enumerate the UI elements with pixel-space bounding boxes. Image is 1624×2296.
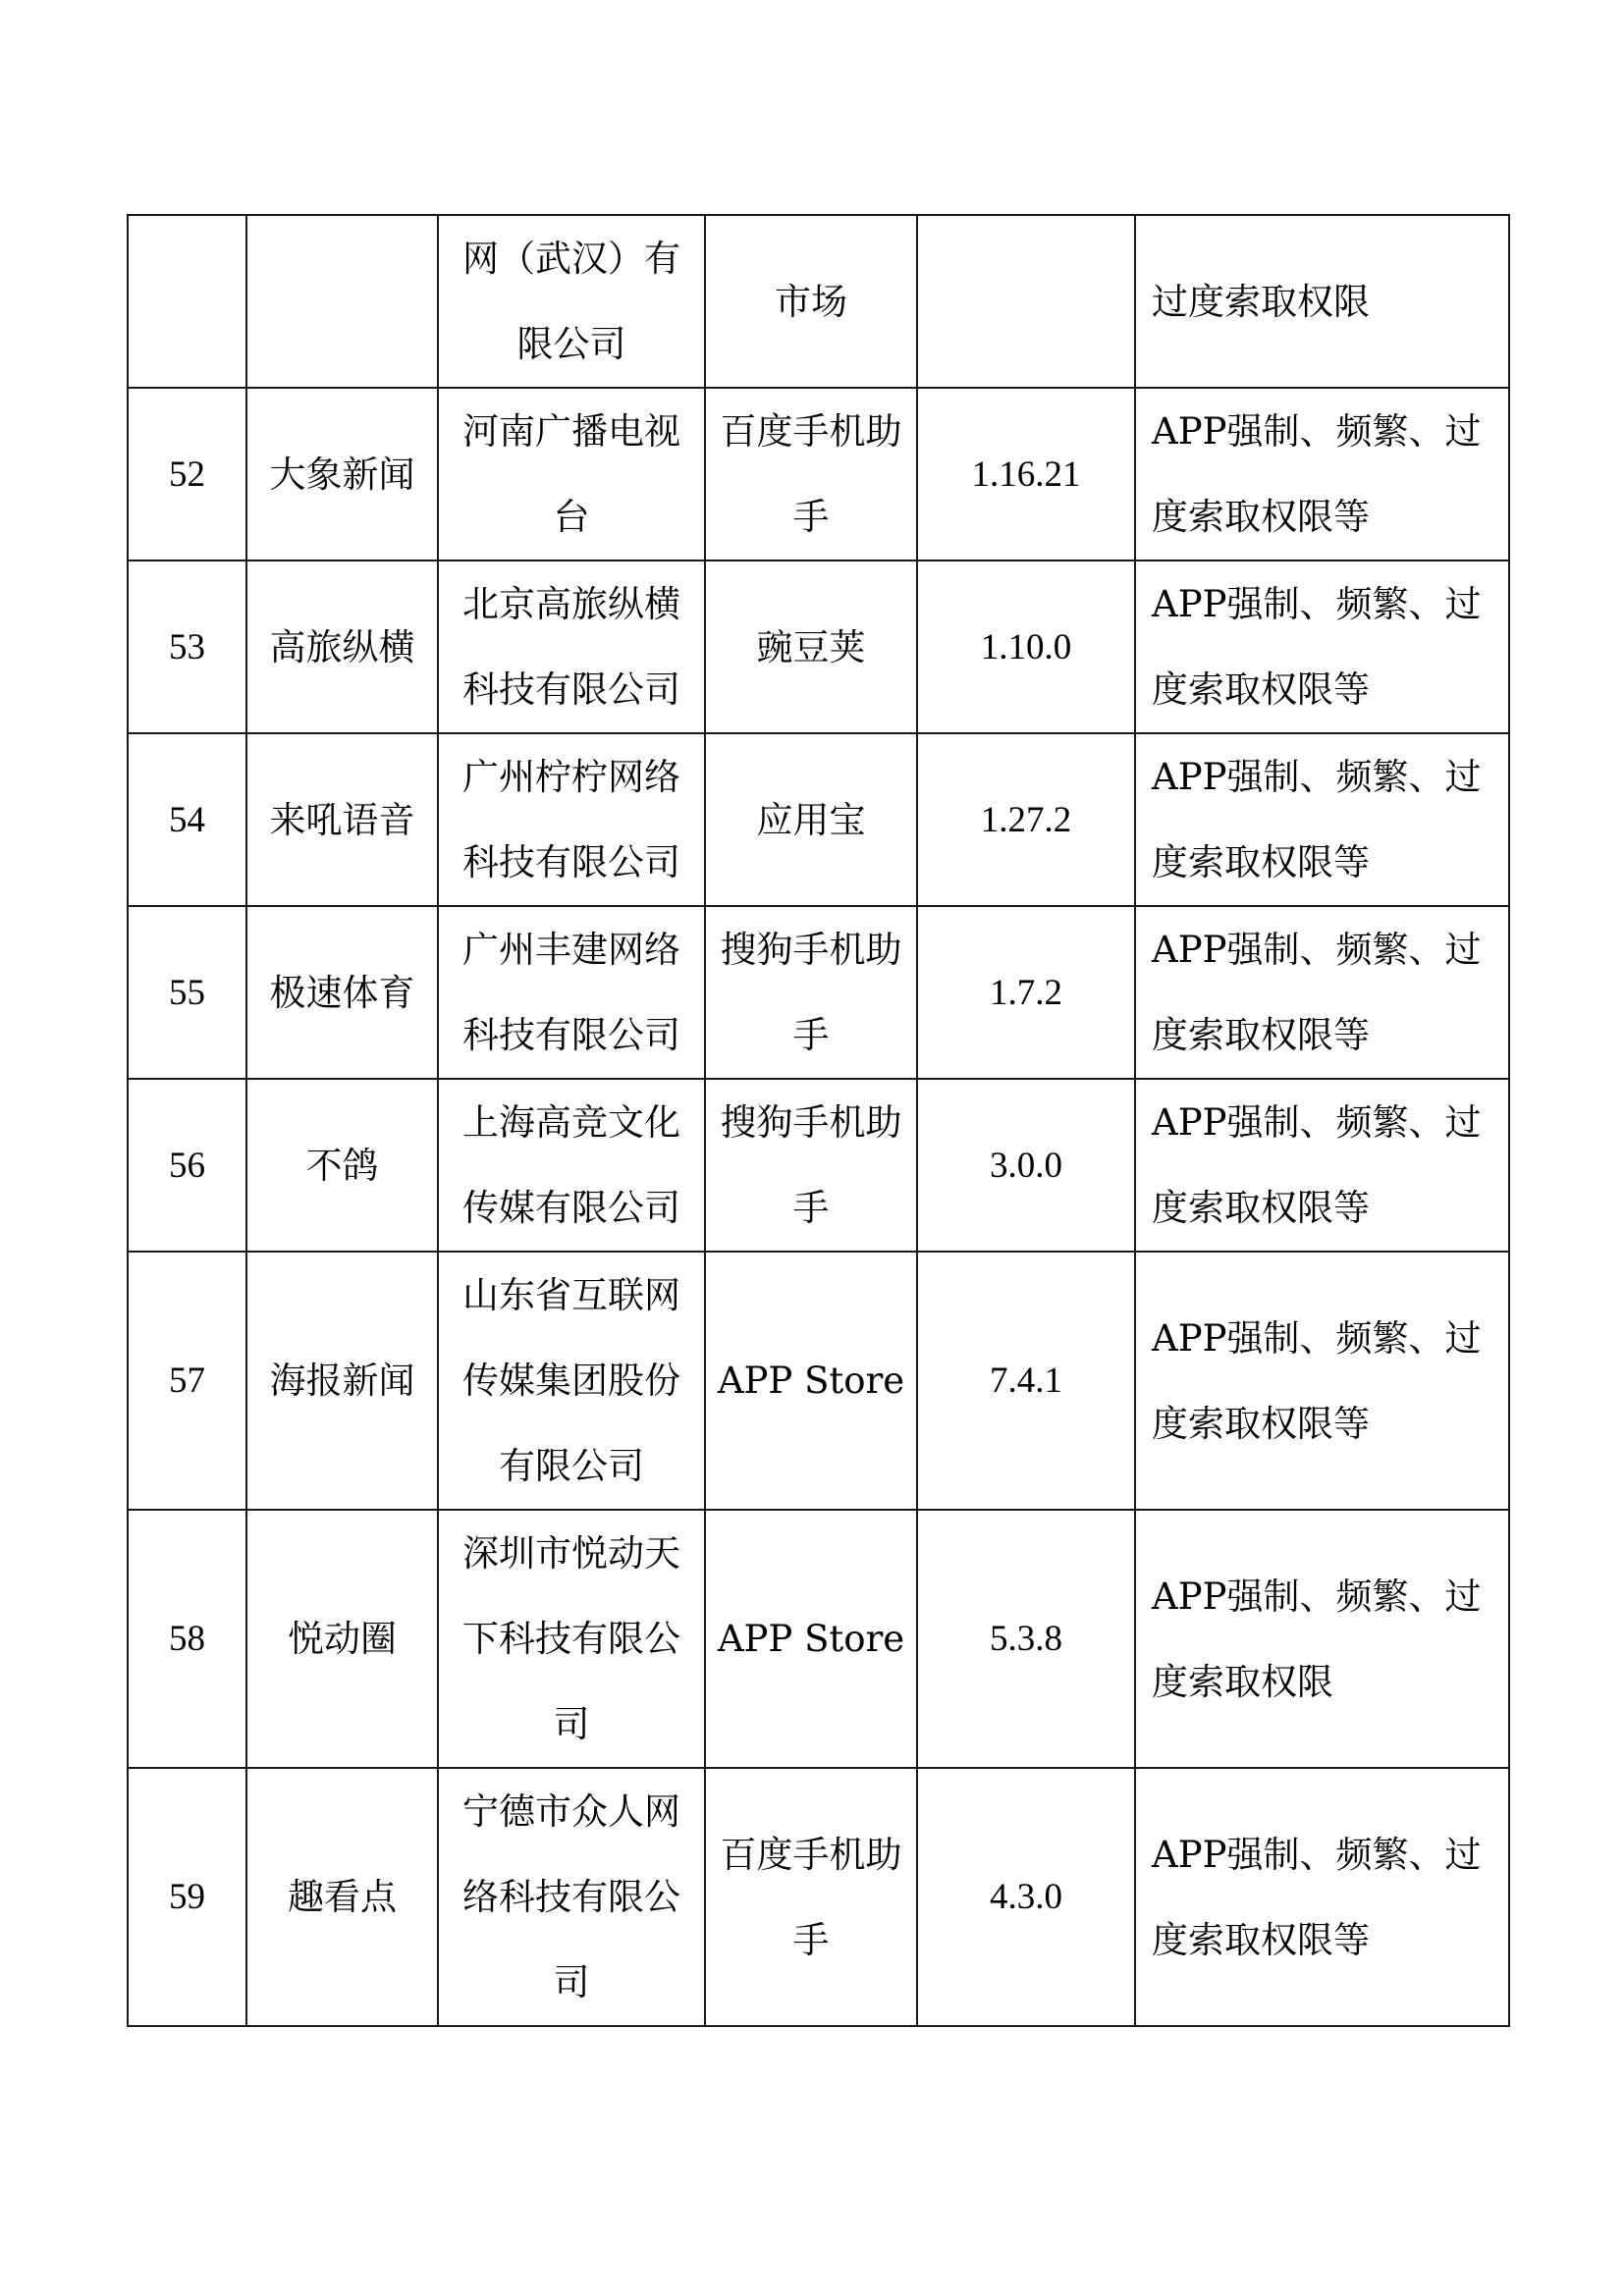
app-version: 3.0.0: [917, 1079, 1135, 1252]
app-name: 海报新闻: [246, 1252, 438, 1510]
company-name: 网（武汉）有限公司: [438, 215, 705, 388]
issue-description: 过度索取权限: [1135, 215, 1509, 388]
issue-description: APP强制、频繁、过度索取权限: [1135, 1510, 1509, 1768]
app-name: 趣看点: [246, 1768, 438, 2026]
app-version: 7.4.1: [917, 1252, 1135, 1510]
row-number: 56: [128, 1079, 246, 1252]
app-name: 大象新闻: [246, 388, 438, 561]
table-row: [128, 1768, 1509, 2026]
app-name: 来吼语音: [246, 733, 438, 906]
row-number: 54: [128, 733, 246, 906]
row-number: 57: [128, 1252, 246, 1510]
app-name: [246, 215, 438, 388]
issue-description: APP强制、频繁、过度索取权限等: [1135, 733, 1509, 906]
row-number: 58: [128, 1510, 246, 1768]
issue-description: APP强制、频繁、过度索取权限等: [1135, 1079, 1509, 1252]
table-row: [128, 561, 1509, 733]
issue-description: APP强制、频繁、过度索取权限等: [1135, 1252, 1509, 1510]
app-violation-table: [127, 214, 1510, 2027]
company-name: 深圳市悦动天下科技有限公司: [438, 1510, 705, 1768]
table-row: [128, 215, 1509, 388]
app-store: 搜狗手机助手: [705, 906, 917, 1079]
app-store: 百度手机助手: [705, 1768, 917, 2026]
app-store: 市场: [705, 215, 917, 388]
company-name: 上海高竞文化传媒有限公司: [438, 1079, 705, 1252]
app-name: 悦动圈: [246, 1510, 438, 1768]
app-version: 4.3.0: [917, 1768, 1135, 2026]
app-store: APP Store: [705, 1510, 917, 1768]
app-store: 搜狗手机助手: [705, 1079, 917, 1252]
app-version: 1.10.0: [917, 561, 1135, 733]
row-number: 59: [128, 1768, 246, 2026]
row-number: 52: [128, 388, 246, 561]
app-store: 应用宝: [705, 733, 917, 906]
row-number: [128, 215, 246, 388]
app-store: 百度手机助手: [705, 388, 917, 561]
company-name: 广州柠柠网络科技有限公司: [438, 733, 705, 906]
row-number: 53: [128, 561, 246, 733]
issue-description: APP强制、频繁、过度索取权限等: [1135, 906, 1509, 1079]
app-version: 1.7.2: [917, 906, 1135, 1079]
table-row: [128, 733, 1509, 906]
table-row: [128, 1252, 1509, 1510]
company-name: 河南广播电视台: [438, 388, 705, 561]
table-row: [128, 1079, 1509, 1252]
company-name: 广州丰建网络科技有限公司: [438, 906, 705, 1079]
company-name: 山东省互联网传媒集团股份有限公司: [438, 1252, 705, 1510]
app-name: 不鸽: [246, 1079, 438, 1252]
app-version: 5.3.8: [917, 1510, 1135, 1768]
issue-description: APP强制、频繁、过度索取权限等: [1135, 561, 1509, 733]
table-row: [128, 388, 1509, 561]
issue-description: APP强制、频繁、过度索取权限等: [1135, 388, 1509, 561]
table-body: [128, 215, 1509, 2026]
app-name: 极速体育: [246, 906, 438, 1079]
app-version: 1.27.2: [917, 733, 1135, 906]
company-name: 宁德市众人网络科技有限公司: [438, 1768, 705, 2026]
app-version: 1.16.21: [917, 388, 1135, 561]
table-row: [128, 906, 1509, 1079]
app-version: [917, 215, 1135, 388]
row-number: 55: [128, 906, 246, 1079]
company-name: 北京高旅纵横科技有限公司: [438, 561, 705, 733]
issue-description: APP强制、频繁、过度索取权限等: [1135, 1768, 1509, 2026]
app-store: APP Store: [705, 1252, 917, 1510]
app-name: 高旅纵横: [246, 561, 438, 733]
table-row: [128, 1510, 1509, 1768]
app-store: 豌豆荚: [705, 561, 917, 733]
